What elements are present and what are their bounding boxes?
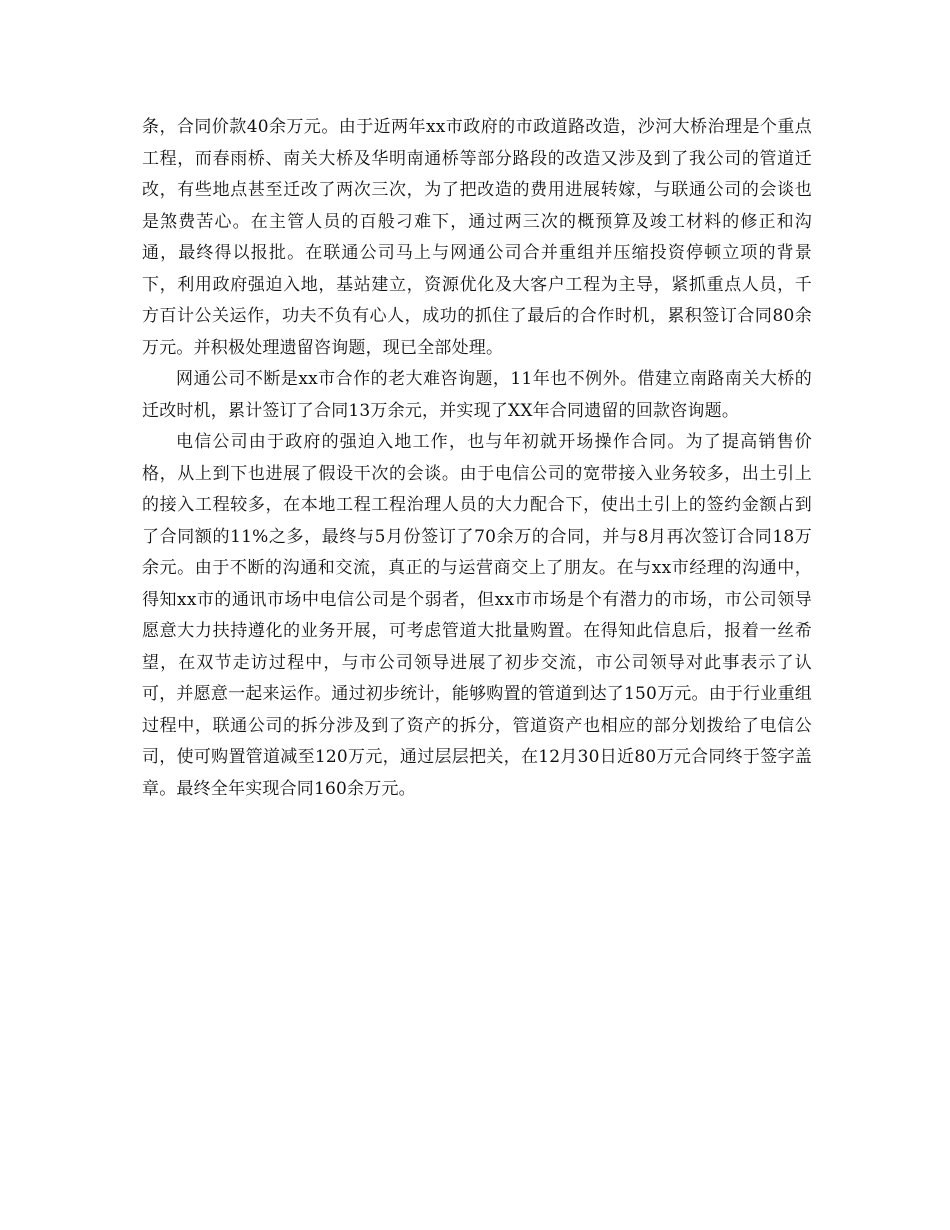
- document-body: [142, 112, 812, 805]
- paragraph-telecom: 电信公司由于政府的强迫入地工作，也与年初就开场操作合同。为了提高销售价格，从上到下也进展了假设干次的会谈。由于电信公司的宽带接入业务较多，出土引上的接入工程较多，在本地工程工程治理人员的大力配合下，使出土引上的签约金额占到了合同额的11%之多，最终与5月份签订了70余万的合同，并与8月再次签订合同18万余元。由于不断的沟通和交流，真正的与运营商交上了朋友。在与xx市经理的沟通中，得知xx市的通讯市场中电信公司是个弱者，但xx市市场是个有潜力的市场，市公司领导愿意大力扶持遵化的业务开展，可考虑管道大批量购置。在得知此信息后，报着一丝希望，在双节走访过程中，与市公司领导进展了初步交流，市公司领导对此事表示了认可，并愿意一起来运作。通过初步统计，能够购置的管道到达了150万元。由于行业重组过程中，联通公司的拆分涉及到了资产的拆分，管道资产也相应的部分划拨给了电信公司，使可购置管道减至120万元，通过层层把关，在12月30日近80万元合同终于签字盖章。最终全年实现合同160余万元。: [142, 432, 812, 799]
- paragraph-netcom: 网通公司不断是xx市合作的老大难咨询题，11年也不例外。借建立南路南关大桥的迁改时机，累计签订了合同13万余元，并实现了XX年合同遗留的回款咨询题。: [142, 369, 812, 421]
- paragraph-contract-unicom: 条，合同价款40余万元。由于近两年xx市政府的市政道路改造，沙河大桥治理是个重点工程，而春雨桥、南关大桥及华明南通桥等部分路段的改造又涉及到了我公司的管道迁改，有些地点甚至迁改了两次三次，为了把改造的费用进展转嫁，与联通公司的会谈也是煞费苦心。在主管人员的百般刁难下，通过两三次的概预算及竣工材料的修正和沟通，最终得以报批。在联通公司马上与网通公司合并重组并压缩投资停顿立项的背景下，利用政府强迫入地，基站建立，资源优化及大客户工程为主导，紧抓重点人员，千方百计公关运作，功夫不负有心人，成功的抓住了最后的合作时机，累积签订合同80余万元。并积极处理遗留咨询题，现已全部处理。: [142, 117, 812, 358]
